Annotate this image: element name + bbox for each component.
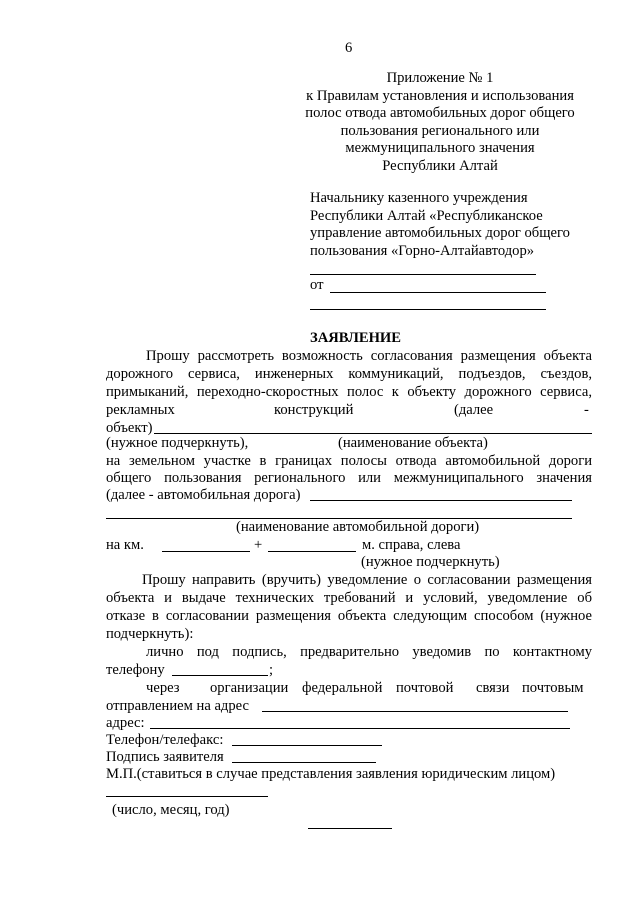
- word: связи: [476, 680, 510, 696]
- km-input-line[interactable]: [162, 551, 250, 552]
- appendix-line: пользования регионального или: [340, 122, 540, 139]
- word: рекламных: [106, 402, 175, 418]
- paragraph-text: Прошу рассмотреть возможность согласования размещения объекта: [146, 348, 592, 364]
- option-in-person[interactable]: [106, 644, 592, 662]
- appendix-line: межмуниципального значения: [345, 140, 535, 157]
- addressee-blank-line-2[interactable]: [310, 309, 546, 310]
- word: почтовой: [396, 680, 454, 696]
- from-blank-line[interactable]: [330, 292, 546, 293]
- from-label: от: [310, 277, 324, 293]
- paragraph-line: на земельном участке в границах полосы отвода автомобильной дороги: [106, 453, 592, 469]
- paragraph-line: объекта и выдаче технических требований и условий, уведомление об: [106, 590, 592, 606]
- paragraph-line: примыканий, переходно-скоростных полос к объекту дорожного сервиса,: [106, 384, 592, 400]
- address-line[interactable]: [150, 728, 570, 729]
- hint-underline: (нужное подчеркнуть),: [106, 435, 249, 451]
- plus-sign: +: [254, 537, 263, 553]
- end-divider: [308, 828, 392, 829]
- word: организации: [210, 680, 289, 696]
- post-address-line[interactable]: [262, 711, 568, 712]
- paragraph-line: [106, 348, 592, 366]
- road-name-line[interactable]: [310, 500, 572, 501]
- address-label: адрес:: [106, 715, 145, 731]
- word: почтовым: [522, 680, 584, 696]
- stamp-note: М.П.(ставиться в случае представления заявления юридическим лицом): [106, 766, 556, 782]
- paragraph-line: отказе в согласовании размещения объекта следующим способом (нужное: [106, 608, 592, 624]
- m-input-line[interactable]: [268, 551, 356, 552]
- date-line[interactable]: [106, 796, 268, 797]
- m-side-label: м. справа, слева: [362, 537, 461, 553]
- post-address-label: отправлением на адрес: [106, 698, 249, 714]
- contact-phone-line[interactable]: [172, 675, 268, 676]
- phone-line[interactable]: [232, 745, 382, 746]
- paragraph-line: [106, 572, 592, 590]
- word: через: [146, 680, 180, 696]
- appendix-line: Приложение № 1: [386, 70, 494, 86]
- hint-object-name: (наименование объекта): [338, 435, 488, 451]
- addressee-line: Начальнику казенного учреждения: [310, 190, 528, 206]
- signature-label: Подпись заявителя: [106, 749, 224, 765]
- option-text: лично под подпись, предварительно уведомив по контактному: [146, 644, 592, 660]
- km-label: на км.: [106, 537, 144, 553]
- paragraph-line: дорожного сервиса, инженерных коммуникаций, подъездов, съездов,: [106, 366, 592, 382]
- word: конструкций: [274, 402, 354, 418]
- document-title: ЗАЯВЛЕНИЕ: [310, 330, 402, 346]
- semicolon: ;: [269, 662, 274, 678]
- appendix-line: Республики Алтай: [382, 157, 498, 174]
- addressee-blank-line[interactable]: [310, 274, 536, 275]
- appendix-line: к Правилам установления и использования: [306, 87, 574, 104]
- appendix-line: полос отвода автомобильных дорог общего: [305, 105, 575, 122]
- date-label: (число, месяц, год): [112, 802, 230, 818]
- object-name-line[interactable]: [154, 433, 592, 434]
- addressee-block: [310, 190, 570, 260]
- word: федеральной: [302, 680, 383, 696]
- road-label: (далее - автомобильная дорога): [106, 487, 301, 503]
- addressee-line: управление автомобильных дорог общего: [310, 225, 570, 242]
- appendix-block: [290, 70, 590, 176]
- paragraph-line: подчеркнуть):: [106, 626, 194, 642]
- object-label: объект): [106, 420, 153, 436]
- hint-road-name: (наименование автомобильной дороги): [236, 519, 480, 535]
- paragraph-text: Прошу направить (вручить) уведомление о согласовании размещения: [142, 572, 592, 588]
- hint-underline-2: (нужное подчеркнуть): [361, 554, 500, 570]
- paragraph-line: общего пользования регионального или межмуниципального значения: [106, 470, 592, 486]
- addressee-line: Республики Алтай «Республиканское: [310, 207, 543, 224]
- addressee-line: пользования «Горно-Алтайавтодор»: [310, 242, 535, 259]
- page-number: 6: [345, 40, 353, 56]
- phone-label: Телефон/телефакс:: [106, 732, 224, 748]
- word: (далее: [454, 402, 494, 418]
- signature-line[interactable]: [232, 762, 376, 763]
- word: -: [584, 402, 589, 418]
- phone-label-inline: телефону: [106, 662, 165, 678]
